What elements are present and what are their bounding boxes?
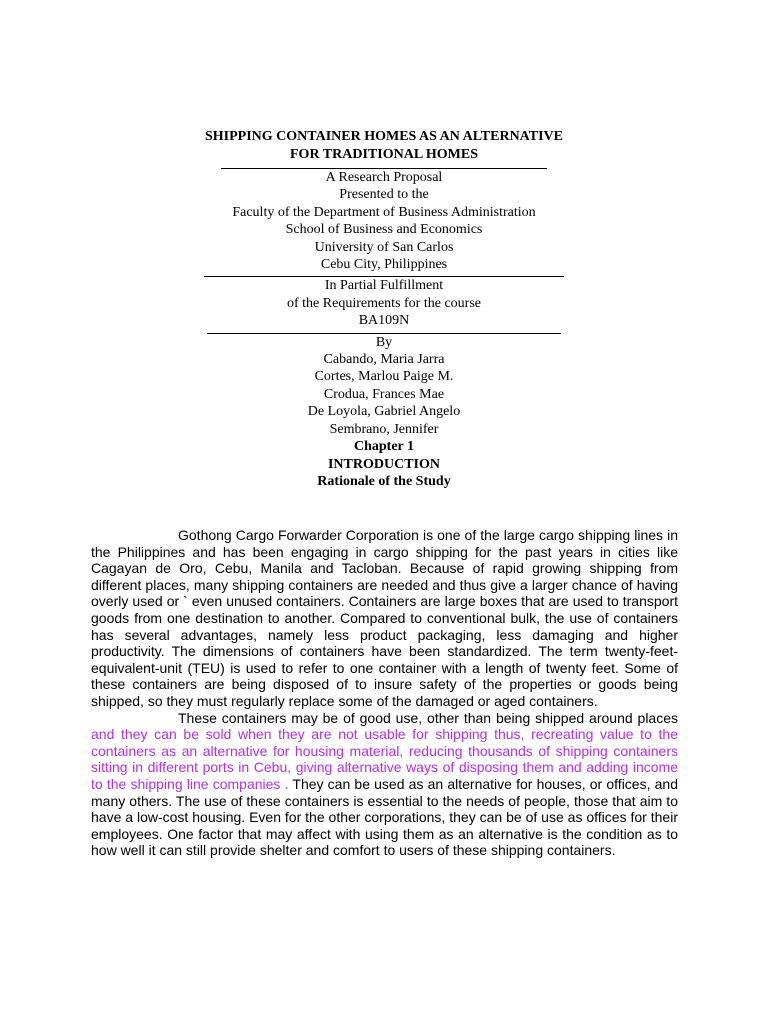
- author-name: Cabando, Maria Jarra: [323, 352, 445, 368]
- fulfillment-line: In Partial Fulfillment: [324, 278, 444, 294]
- proposal-line: Faculty of the Department of Business Administration: [232, 204, 536, 220]
- highlighted-text: and they can be sold when they are not usable for shipping thus, recreating value to the containers as an alternative for housing material, reducing thousands of shipping containers sitting in different ports in Cebu, giving alternative ways of disposing them and adding income to the shipping line companies .: [91, 726, 678, 792]
- paragraph-1: Gothong Cargo Forwarder Corporation is one of the large cargo shipping lines in the Philippines and has been engaging in cargo shipping for the past years in cities like Cagayan de Oro, Cebu, Manila and Tacloban. Because of rapid growing shipping from different places, many shipping containers are needed and thus give a larger chance of having overly used or ` even unused containers. Containers are large boxes that are used to transport goods from one destination to another. Compared to conventional bulk, the use of containers has several advantages, namely less product packaging, less damaging and higher productivity. The dimensions of containers have been standardized. The term twenty-feet-equivalent-unit (TEU) is used to refer to one container with a length of twenty feet. Some of these containers are being disposed of to insure safety of the properties or goods being shipped, so they must regularly replace some of the damaged or aged containers.: [91, 527, 678, 709]
- chapter-number: Chapter 1: [353, 439, 415, 455]
- paragraph-2: [91, 710, 678, 859]
- proposal-line: Cebu City, Philippines: [320, 257, 448, 273]
- body-text: [91, 527, 678, 859]
- by-label: By: [375, 334, 393, 350]
- chapter-title: INTRODUCTION: [327, 456, 440, 472]
- course-code: BA109N: [358, 313, 410, 329]
- title-page-block: [0, 128, 768, 490]
- proposal-line: School of Business and Economics: [285, 222, 483, 238]
- author-name: Cortes, Marlou Paige M.: [314, 369, 454, 385]
- proposal-line: Presented to the: [339, 187, 429, 203]
- document-title-line-2: FOR TRADITIONAL HOMES: [290, 147, 478, 162]
- paragraph-2-end: They can be used as an alternative for houses, or offices, and many others. The use of these containers is essential to the needs of people, those that aim to have a low-cost housing. Even for the other corporations, they can be of use as offices for their employees. One factor that may affect with using them as an alternative is the condition as to how well it can still provide shelter and comfort to users of these shipping containers.: [91, 775, 678, 859]
- proposal-line: University of San Carlos: [314, 239, 454, 255]
- fulfillment-line: of the Requirements for the course: [287, 295, 481, 311]
- author-name: Crodua, Frances Mae: [323, 386, 445, 402]
- author-name: De Loyola, Gabriel Angelo: [307, 404, 461, 420]
- document-title-line-1: SHIPPING CONTAINER HOMES AS AN ALTERNATIVE: [205, 129, 563, 144]
- proposal-line: A Research Proposal: [325, 170, 443, 185]
- author-name: Sembrano, Jennifer: [329, 421, 439, 437]
- paragraph-2-start: These containers may be of good use, other than being shipped around places: [178, 709, 678, 726]
- section-heading: Rationale of the Study: [317, 473, 451, 489]
